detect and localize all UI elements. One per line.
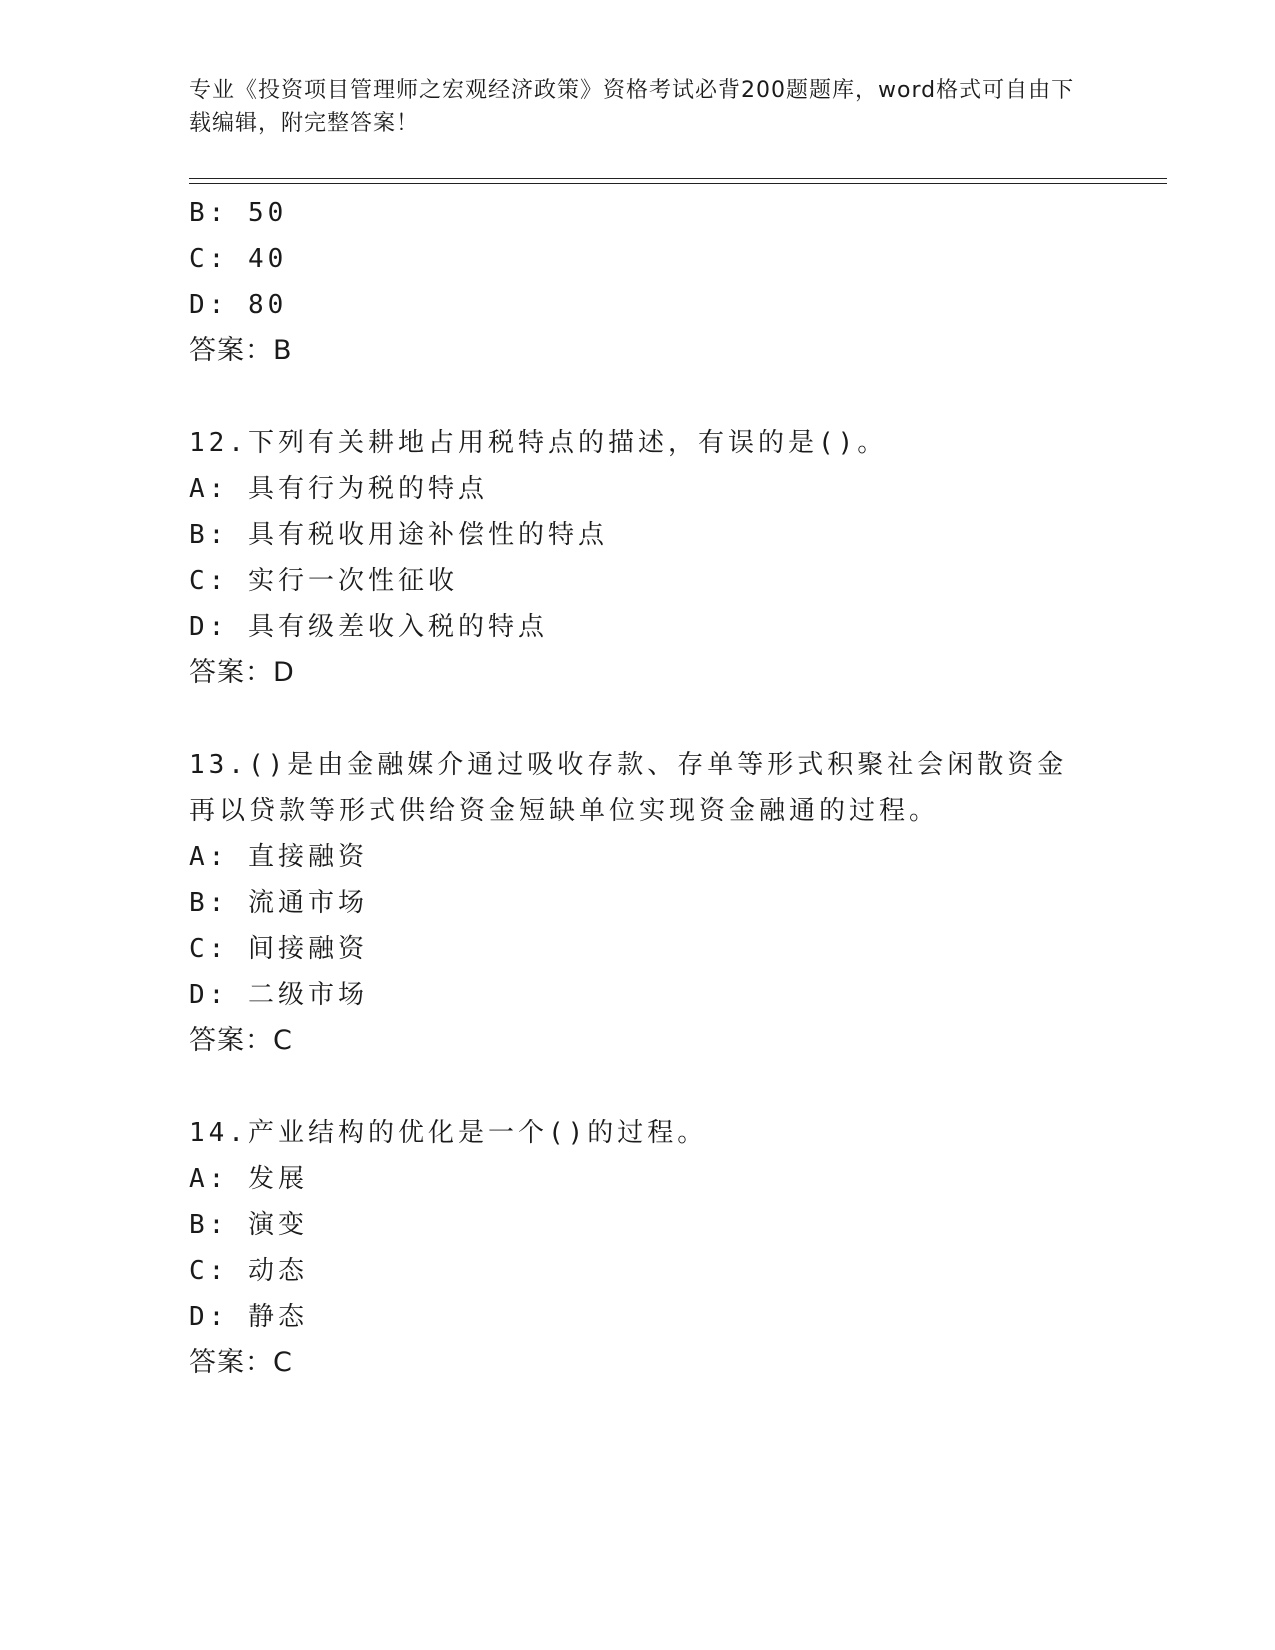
question-stem: 14.产业结构的优化是一个()的过程。 bbox=[189, 1118, 708, 1148]
option-c: C: 40 bbox=[189, 244, 288, 274]
option-d: D: 二级市场 bbox=[189, 980, 368, 1010]
option-b: B: 演变 bbox=[189, 1210, 308, 1240]
spacer bbox=[189, 1064, 1089, 1110]
question-12 bbox=[189, 420, 1089, 696]
option-a: A: 发展 bbox=[189, 1164, 308, 1194]
option-c: C: 动态 bbox=[189, 1256, 308, 1286]
option-d: D: 具有级差收入税的特点 bbox=[189, 612, 548, 642]
header-divider bbox=[189, 178, 1167, 184]
option-c: C: 实行一次性征收 bbox=[189, 566, 458, 596]
option-a: A: 直接融资 bbox=[189, 842, 368, 872]
question-stem: 12.下列有关耕地占用税特点的描述，有误的是()。 bbox=[189, 428, 888, 458]
answer: 答案：D bbox=[189, 657, 295, 688]
header-title: 专业《投资项目管理师之宏观经济政策》资格考试必背200题题库，word格式可自由下载编辑，附完整答案！ bbox=[189, 78, 1075, 136]
answer: 答案：C bbox=[189, 1025, 293, 1056]
spacer bbox=[189, 696, 1089, 742]
option-b: B: 流通市场 bbox=[189, 888, 368, 918]
question-13 bbox=[189, 742, 1089, 1064]
question-11-continued bbox=[189, 190, 1089, 374]
option-d: D: 80 bbox=[189, 290, 288, 320]
answer: 答案：B bbox=[189, 335, 293, 366]
document-header bbox=[189, 74, 1089, 140]
answer: 答案：C bbox=[189, 1347, 293, 1378]
option-c: C: 间接融资 bbox=[189, 934, 368, 964]
option-b: B: 50 bbox=[189, 198, 288, 228]
question-14 bbox=[189, 1110, 1089, 1386]
question-list bbox=[189, 190, 1089, 1386]
option-a: A: 具有行为税的特点 bbox=[189, 474, 488, 504]
option-d: D: 静态 bbox=[189, 1302, 308, 1332]
option-b: B: 具有税收用途补偿性的特点 bbox=[189, 520, 608, 550]
spacer bbox=[189, 374, 1089, 420]
question-stem: 13.()是由金融媒介通过吸收存款、存单等形式积聚社会闲散资金再以贷款等形式供给资金短缺单位实现资金融通的过程。 bbox=[189, 750, 1068, 826]
